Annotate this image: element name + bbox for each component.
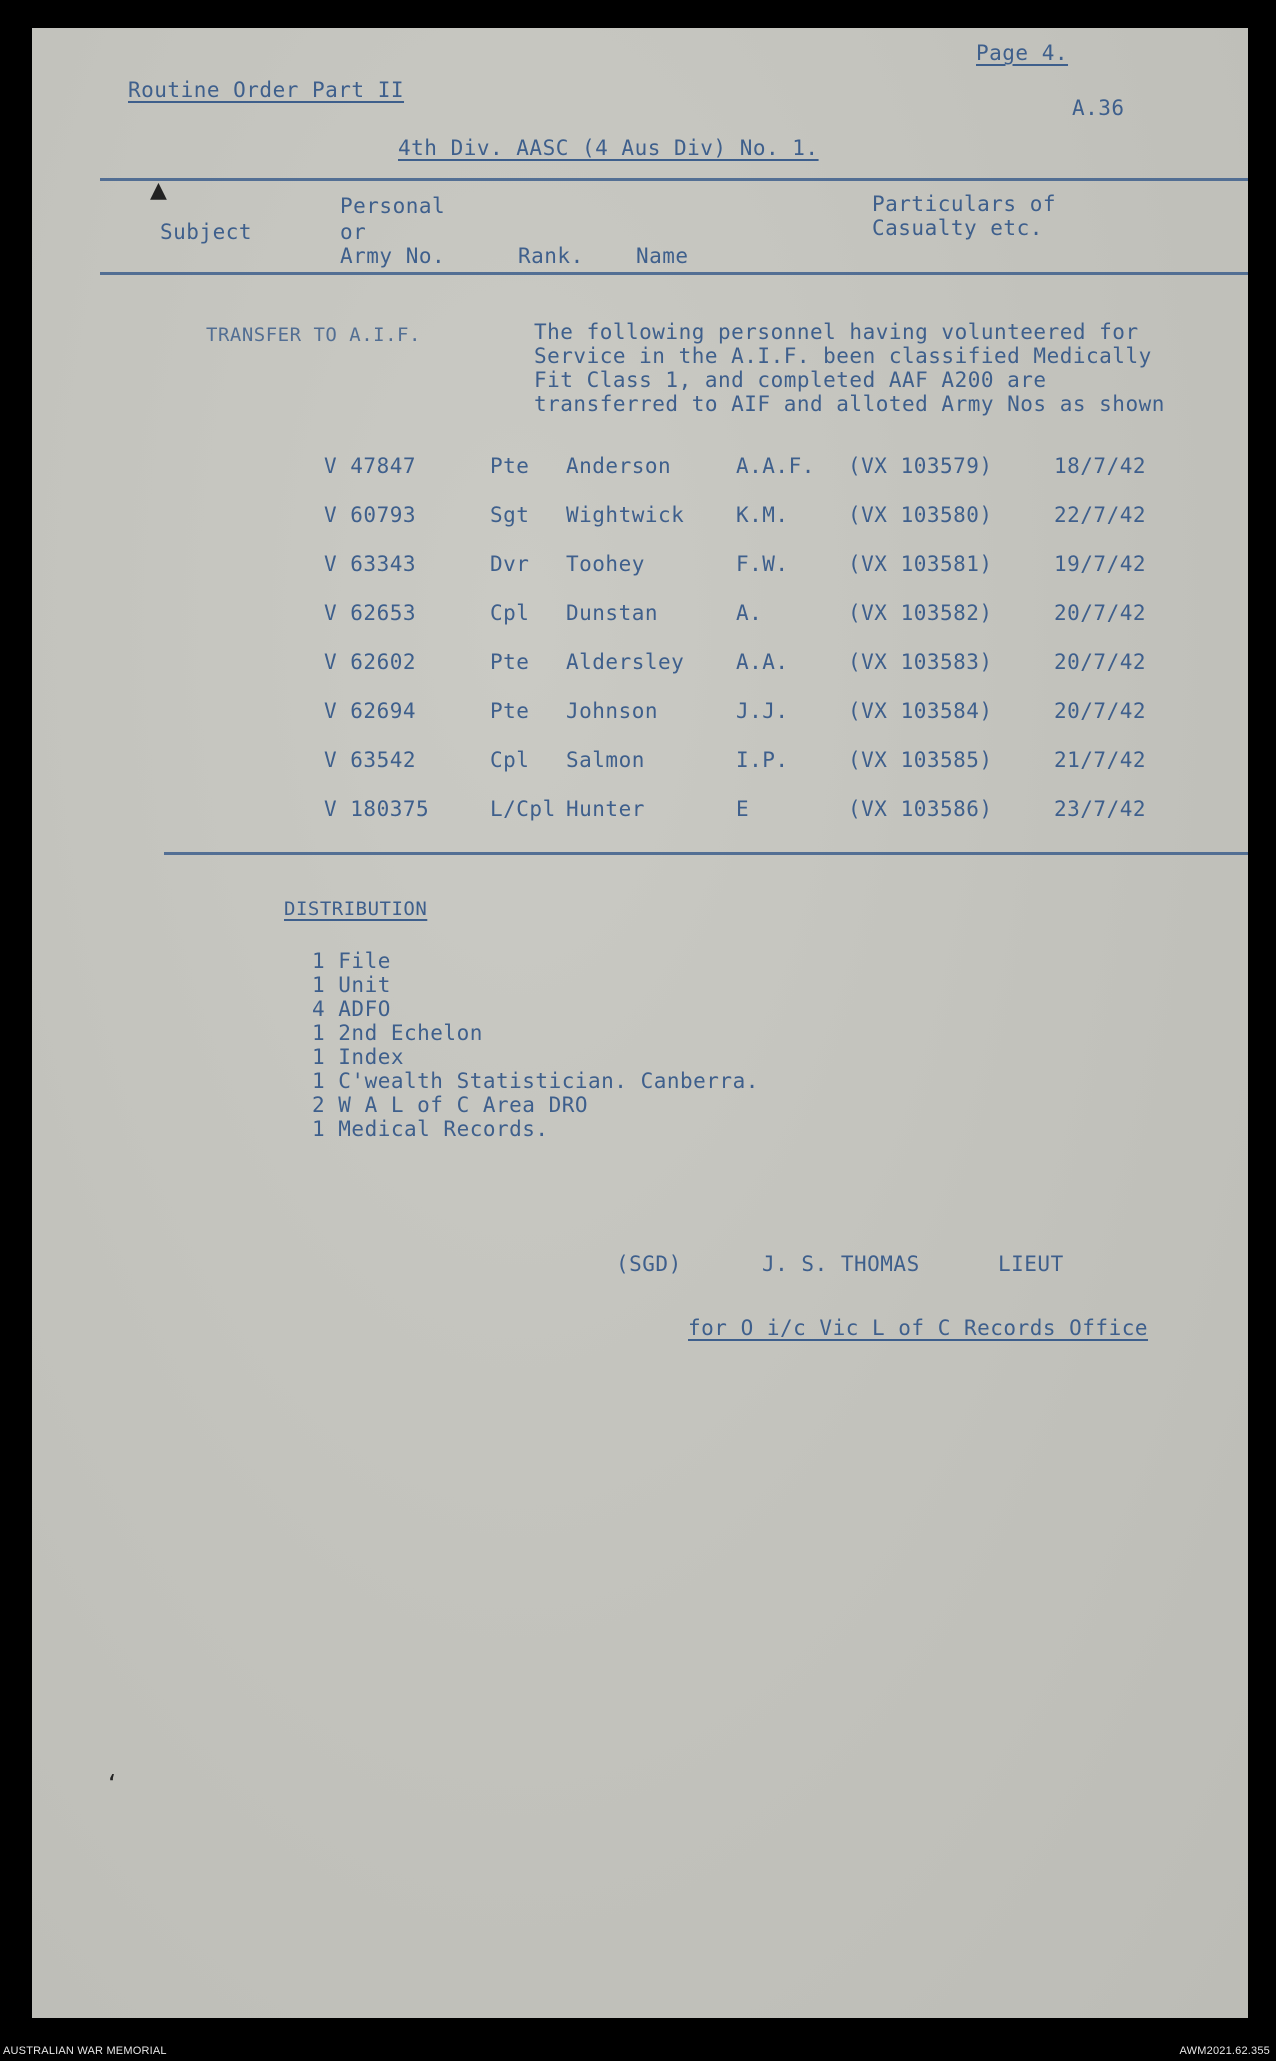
row-rank: Cpl bbox=[490, 601, 530, 625]
body-line-3: Fit Class 1, and completed AAF A200 are bbox=[534, 368, 1047, 392]
reference-number: A.36 bbox=[1072, 96, 1125, 120]
row-rank: Dvr bbox=[490, 552, 530, 576]
row-date: 18/7/42 bbox=[1054, 454, 1147, 478]
row-name: Anderson bbox=[566, 454, 672, 478]
row-rank: Pte bbox=[490, 650, 530, 674]
row-date: 20/7/42 bbox=[1054, 650, 1147, 674]
row-rank: Pte bbox=[490, 454, 530, 478]
row-name: Hunter bbox=[566, 797, 645, 821]
col-personal-3: Army No. bbox=[340, 244, 446, 268]
archive-credit: AUSTRALIAN WAR MEMORIAL bbox=[3, 2045, 167, 2057]
row-initials: A.A.F. bbox=[736, 454, 815, 478]
list-item: 2 W A L of C Area DRO bbox=[312, 1093, 589, 1117]
body-line-1: The following personnel having volunteered for bbox=[534, 320, 1139, 344]
row-date: 20/7/42 bbox=[1054, 601, 1147, 625]
col-subject: Subject bbox=[160, 220, 253, 244]
row-name: Johnson bbox=[566, 699, 659, 723]
row-name: Wightwick bbox=[566, 503, 685, 527]
row-army-no: V 180375 bbox=[324, 797, 430, 821]
unit-heading: 4th Div. AASC (4 Aus Div) No. 1. bbox=[398, 136, 819, 160]
signatory-rank: LIEUT bbox=[998, 1252, 1064, 1276]
signatory-name: J. S. THOMAS bbox=[762, 1252, 920, 1276]
row-new-number: (VX 103583) bbox=[848, 650, 993, 674]
row-date: 21/7/42 bbox=[1054, 748, 1147, 772]
row-army-no: V 62694 bbox=[324, 699, 417, 723]
col-rank: Rank. bbox=[518, 244, 584, 268]
margin-tick-icon: ‘ bbox=[108, 1770, 117, 1800]
row-new-number: (VX 103582) bbox=[848, 601, 993, 625]
col-name: Name bbox=[636, 244, 689, 268]
row-initials: A.A. bbox=[736, 650, 789, 674]
header-top-rule bbox=[100, 178, 1248, 181]
row-initials: A. bbox=[736, 601, 763, 625]
col-personal-1: Personal bbox=[340, 194, 446, 218]
col-particulars-2: Casualty etc. bbox=[872, 216, 1043, 240]
row-initials: K.M. bbox=[736, 503, 789, 527]
archive-reference: AWM2021.62.355 bbox=[1179, 2045, 1270, 2057]
list-item: 1 File bbox=[312, 949, 391, 973]
table-bottom-rule bbox=[164, 852, 1248, 855]
body-line-2: Service in the A.I.F. been classified Medically bbox=[534, 344, 1152, 368]
row-rank: Sgt bbox=[490, 503, 530, 527]
col-particulars-1: Particulars of bbox=[872, 192, 1057, 216]
row-new-number: (VX 103580) bbox=[848, 503, 993, 527]
row-initials: F.W. bbox=[736, 552, 789, 576]
col-personal-2: or bbox=[340, 220, 367, 244]
row-date: 19/7/42 bbox=[1054, 552, 1147, 576]
office-line: for O i/c Vic L of C Records Office bbox=[688, 1316, 1149, 1340]
row-army-no: V 47847 bbox=[324, 454, 417, 478]
row-date: 20/7/42 bbox=[1054, 699, 1147, 723]
body-line-4: transferred to AIF and alloted Army Nos as shown bbox=[534, 392, 1165, 416]
row-new-number: (VX 103579) bbox=[848, 454, 993, 478]
row-date: 23/7/42 bbox=[1054, 797, 1147, 821]
row-name: Toohey bbox=[566, 552, 645, 576]
row-army-no: V 62602 bbox=[324, 650, 417, 674]
row-army-no: V 63542 bbox=[324, 748, 417, 772]
row-new-number: (VX 103586) bbox=[848, 797, 993, 821]
row-name: Salmon bbox=[566, 748, 645, 772]
row-new-number: (VX 103584) bbox=[848, 699, 993, 723]
list-item: 1 C'wealth Statistician. Canberra. bbox=[312, 1069, 759, 1093]
row-new-number: (VX 103585) bbox=[848, 748, 993, 772]
header-bottom-rule bbox=[100, 272, 1248, 275]
pen-mark-icon: ▲ bbox=[150, 178, 167, 203]
page-number: Page 4. bbox=[976, 41, 1069, 65]
row-name: Dunstan bbox=[566, 601, 659, 625]
subject-text: TRANSFER TO A.I.F. bbox=[206, 324, 421, 346]
row-army-no: V 62653 bbox=[324, 601, 417, 625]
row-army-no: V 63343 bbox=[324, 552, 417, 576]
list-item: 1 Index bbox=[312, 1045, 405, 1069]
distribution-heading: DISTRIBUTION bbox=[284, 898, 428, 920]
row-rank: L/Cpl bbox=[490, 797, 556, 821]
document-title: Routine Order Part II bbox=[128, 78, 405, 102]
row-rank: Cpl bbox=[490, 748, 530, 772]
list-item: 1 Medical Records. bbox=[312, 1117, 549, 1141]
row-initials: J.J. bbox=[736, 699, 789, 723]
document-page bbox=[32, 28, 1248, 2018]
row-name: Aldersley bbox=[566, 650, 685, 674]
row-date: 22/7/42 bbox=[1054, 503, 1147, 527]
list-item: 1 2nd Echelon bbox=[312, 1021, 483, 1045]
row-initials: E bbox=[736, 797, 750, 821]
row-new-number: (VX 103581) bbox=[848, 552, 993, 576]
signed-marker: (SGD) bbox=[616, 1252, 682, 1276]
row-rank: Pte bbox=[490, 699, 530, 723]
row-army-no: V 60793 bbox=[324, 503, 417, 527]
list-item: 1 Unit bbox=[312, 973, 391, 997]
list-item: 4 ADFO bbox=[312, 997, 391, 1021]
row-initials: I.P. bbox=[736, 748, 789, 772]
